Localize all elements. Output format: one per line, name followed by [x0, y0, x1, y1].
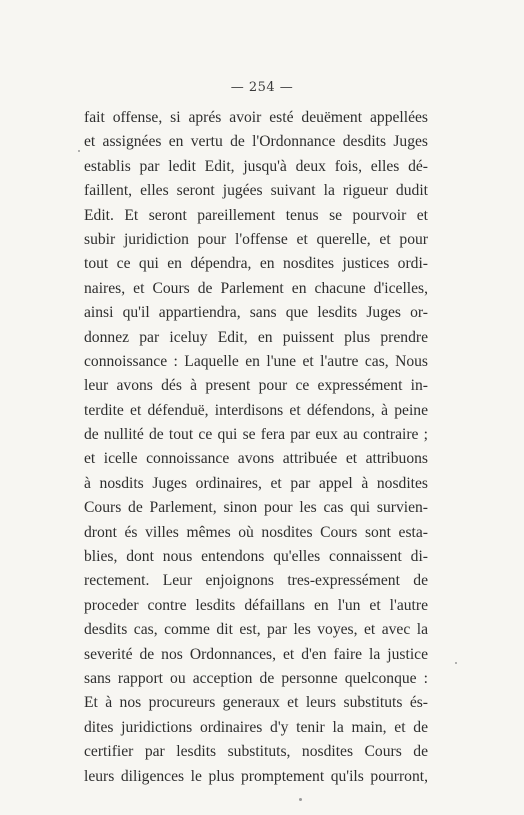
- text-line: desdits cas, comme dit est, par les voyes, et avec la: [84, 621, 428, 639]
- text-line: Edit. Et seront pareillement tenus se pourvoir et: [84, 206, 428, 224]
- text-line: sans rapport ou acception de personne quelconque :: [84, 669, 428, 687]
- text-line: proceder contre lesdits défaillans en l'un et l'autre: [84, 596, 428, 614]
- text-line: Cours de Parlement, sinon pour les cas qui survien-: [84, 499, 428, 517]
- text-line: connoissance : Laquelle en l'une et l'autre cas, Nous: [84, 352, 428, 370]
- text-line: leur avons dés à present pour ce expressément in-: [84, 377, 428, 395]
- body-text: [84, 106, 428, 789]
- text-line: dites juridictions ordinaires d'y tenir la main, et de: [84, 718, 428, 736]
- text-line: severité de nos Ordonnances, et d'en faire la justice: [84, 645, 428, 663]
- text-line: Et à nos procureurs generaux et leurs substituts és-: [84, 694, 428, 712]
- text-line: donnez par iceluy Edit, en puissent plus prendre: [84, 328, 428, 346]
- paper-speck: [455, 662, 457, 664]
- text-line: terdite et défenduë, interdisons et défendons, à peine: [84, 401, 428, 419]
- text-line: fait offense, si aprés avoir esté deuëment appellées: [84, 109, 428, 126]
- text-line: et assignées en vertu de l'Ordonnance desdits Juges: [84, 133, 428, 151]
- text-line: leurs diligences le plus promptement qu'ils pourront,: [84, 767, 428, 785]
- text-line: et icelle connoissance avons attribuée et attribuons: [84, 450, 428, 468]
- text-line: certifier par lesdits substituts, nosdites Cours de: [84, 743, 428, 761]
- text-line: ainsi qu'il appartiendra, sans que lesdits Juges or-: [84, 304, 428, 322]
- text-line: de nullité de tout ce qui se fera par eux au contraire ;: [84, 426, 428, 444]
- text-line: establis par ledit Edit, jusqu'à deux fois, elles dé-: [84, 157, 428, 175]
- text-line: blies, dont nous entendons qu'elles connaissent di-: [84, 548, 428, 566]
- text-line: tout ce qui en dépendra, en nosdites justices ordi-: [84, 255, 428, 273]
- text-line: naires, et Cours de Parlement en chacune d'icelles,: [84, 279, 428, 297]
- text-line: à nosdits Juges ordinaires, et par appel à nosdites: [84, 474, 428, 492]
- text-line: dront és villes mêmes où nosdites Cours sont esta-: [84, 523, 428, 541]
- text-line: subir juridiction pour l'offense et querelle, et pour: [84, 230, 428, 248]
- text-line: rectement. Leur enjoignons tres-expressément de: [84, 572, 428, 590]
- paper-speck: [78, 150, 80, 152]
- paper-speck: [299, 798, 302, 801]
- text-line: faillent, elles seront jugées suivant la rigueur dudit: [84, 182, 428, 200]
- page-number: — 254 —: [230, 80, 294, 95]
